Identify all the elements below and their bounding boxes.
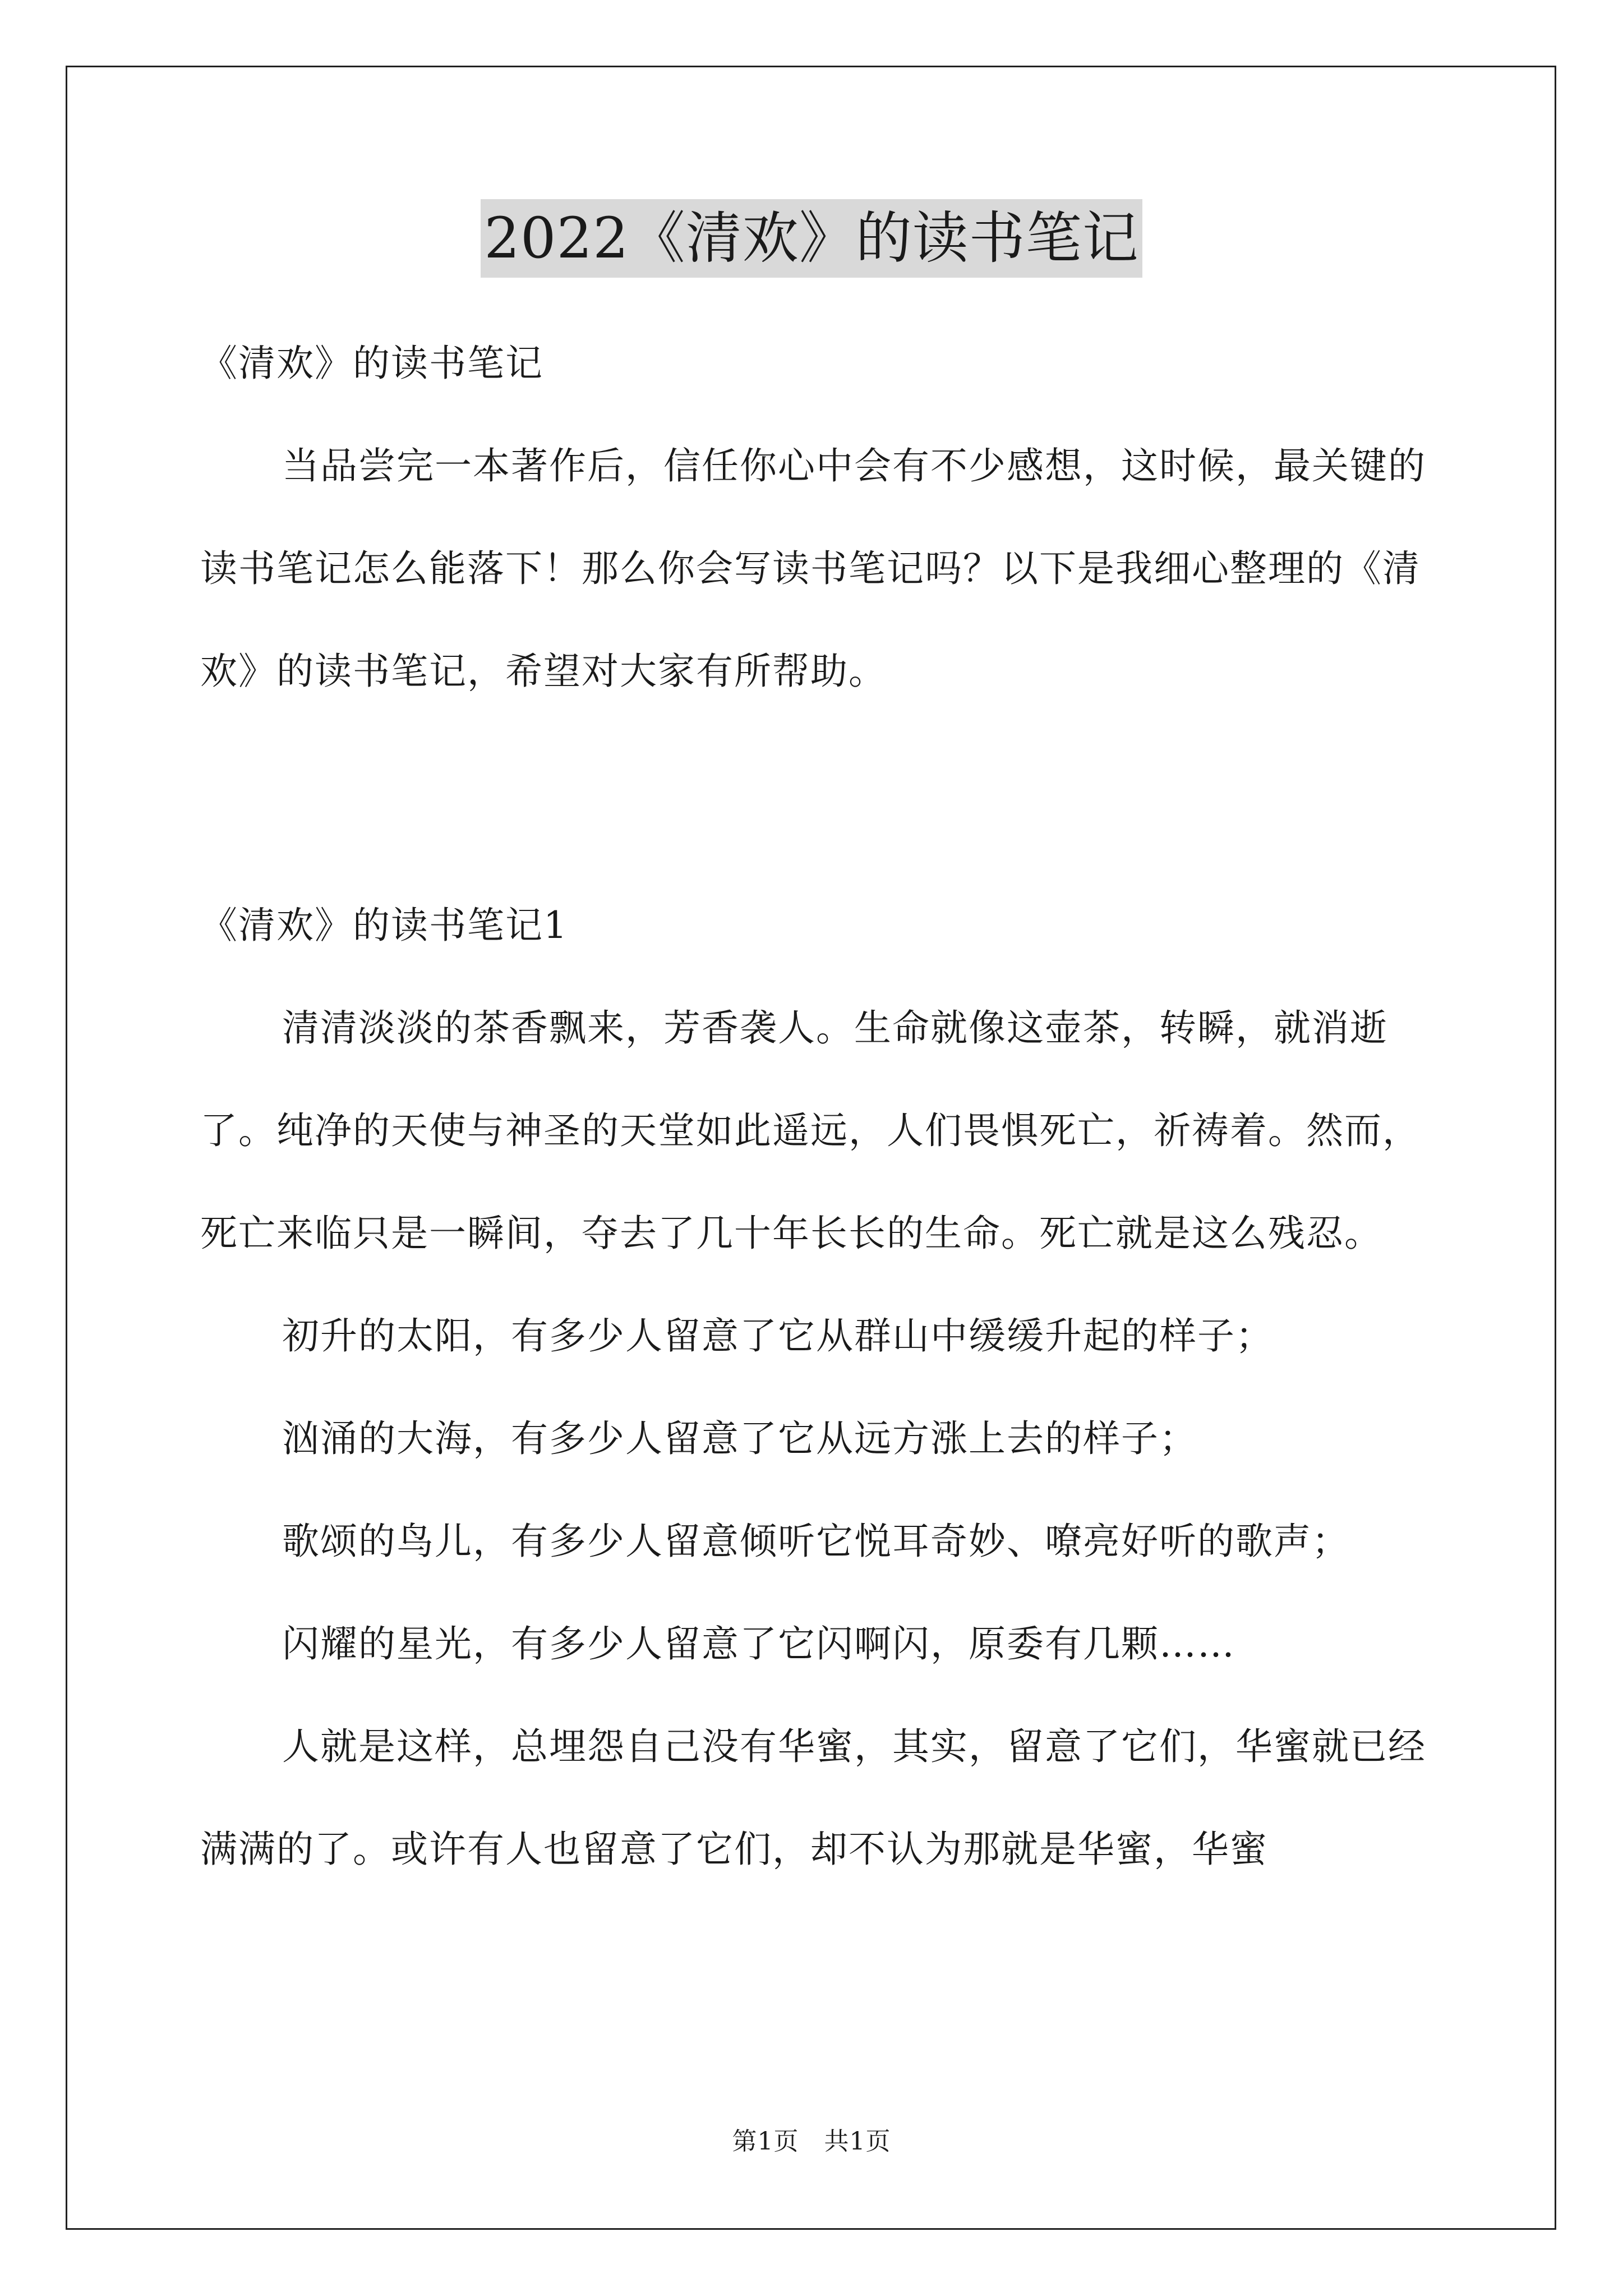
section-block — [200, 874, 1428, 1901]
paragraph: 歌颂的鸟儿，有多少人留意倾听它悦耳奇妙、嘹亮好听的歌声； — [282, 1520, 1350, 1563]
document-title: 2022《清欢》的读书笔记 — [481, 199, 1142, 278]
paragraph: 人就是这样，总埋怨自己没有华蜜，其实，留意了它们，华蜜就已经满满的了。或许有人也留意了它们，却不认为那就是华蜜，华蜜 — [200, 1725, 1426, 1871]
paragraph: 初升的太阳，有多少人留意了它从群山中缓缓升起的样子； — [282, 1314, 1274, 1358]
intro-heading: 《清欢》的读书笔记 — [200, 342, 543, 385]
paragraph: 闪耀的星光，有多少人留意了它闪啊闪，原委有几颗…… — [282, 1622, 1235, 1665]
paragraph: 清清淡淡的茶香飘来，芳香袭人。生命就像这壶茶，转瞬，就消逝了。纯净的天使与神圣的天堂如此遥远，人们畏惧死亡，祈祷着。然而，死亡来临只是一瞬间，夺去了几十年长长的生命。死亡就是这么残忍。 — [200, 1006, 1421, 1255]
intro-block — [200, 312, 1428, 723]
paragraph: 汹涌的大海，有多少人留意了它从远方涨上去的样子； — [282, 1417, 1197, 1460]
section-heading: 《清欢》的读书笔记1 — [200, 904, 568, 947]
page-footer: 第1页 共1页 — [732, 2127, 891, 2156]
title-container — [0, 199, 1623, 278]
intro-paragraph: 当品尝完一本著作后，信任你心中会有不少感想，这时候，最关键的读书笔记怎么能落下！那么你会写读书笔记吗？以下是我细心整理的《清欢》的读书笔记，希望对大家有所帮助。 — [200, 444, 1426, 693]
